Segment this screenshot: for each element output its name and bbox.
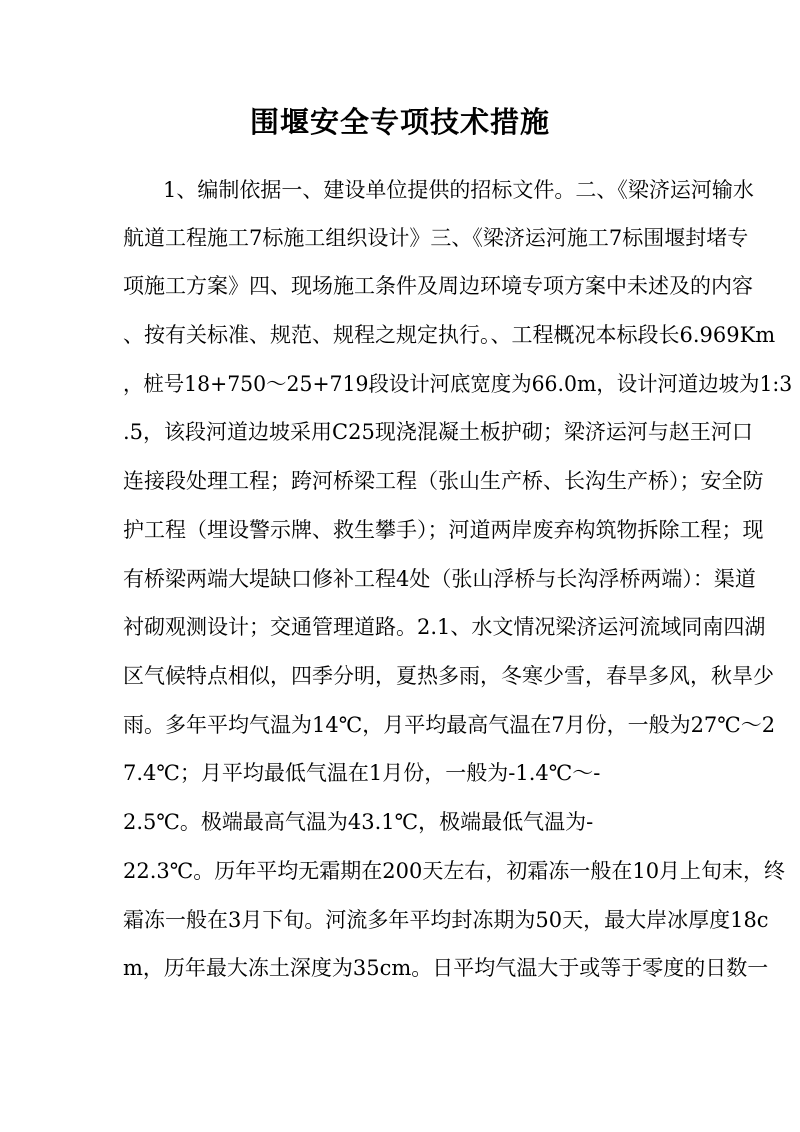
body-line-5: ，桩号18+750～25+719段设计河底宽度为66.0m，设计河道边坡为1:3 [123,372,793,396]
body-line-4: 、按有关标准、规范、规程之规定执行。、工程概况本标段长6.969Km [123,323,776,347]
body-line-15: 22.3℃。历年平均无霜期在200天左右，初霜冻一般在10月上旬末，终 [123,859,786,883]
body-line-9: 有桥梁两端大堤缺口修补工程4处（张山浮桥与长沟浮桥两端）：渠道 [123,567,756,591]
body-line-8: 护工程（埋设警示牌、救生攀手）；河道两岸废弃构筑物拆除工程；现 [123,518,764,542]
body-line-12: 雨。多年平均气温为14℃，月平均最高气温在7月份，一般为27℃～2 [123,713,776,737]
body-line-1: 1、编制依据一、建设单位提供的招标文件。二、《梁济运河输水 [163,178,754,202]
document-title: 围堰安全专项技术措施 [249,105,550,139]
body-line-10: 衬砌观测设计；交通管理道路。2.1、水文情况梁济运河流域同南四湖 [123,615,766,639]
body-line-13: 7.4℃；月平均最低气温在1月份，一般为-1.4℃～- [123,761,601,785]
body-line-6: .5，该段河道边坡采用C25现浇混凝土板护砌；梁济运河与赵王河口 [123,420,753,444]
body-line-7: 连接段处理工程；跨河桥梁工程（张山生产桥、长沟生产桥）；安全防 [123,469,764,493]
body-line-14: 2.5℃。极端最高气温为43.1℃，极端最低气温为- [123,810,594,834]
body-line-3: 项施工方案》四、现场施工条件及周边环境专项方案中未述及的内容 [123,274,753,298]
body-line-2: 航道工程施工7标施工组织设计》三、《梁济运河施工7标围堰封堵专 [123,226,749,250]
body-line-11: 区气候特点相似，四季分明，夏热多雨，冬寒少雪，春旱多风，秋旱少 [123,664,774,688]
body-line-17: m，历年最大冻土深度为35cm。日平均气温大于或等于零度的日数一 [123,956,769,980]
body-line-16: 霜冻一般在3月下旬。河流多年平均封冻期为50天，最大岸冰厚度18c [123,908,769,932]
